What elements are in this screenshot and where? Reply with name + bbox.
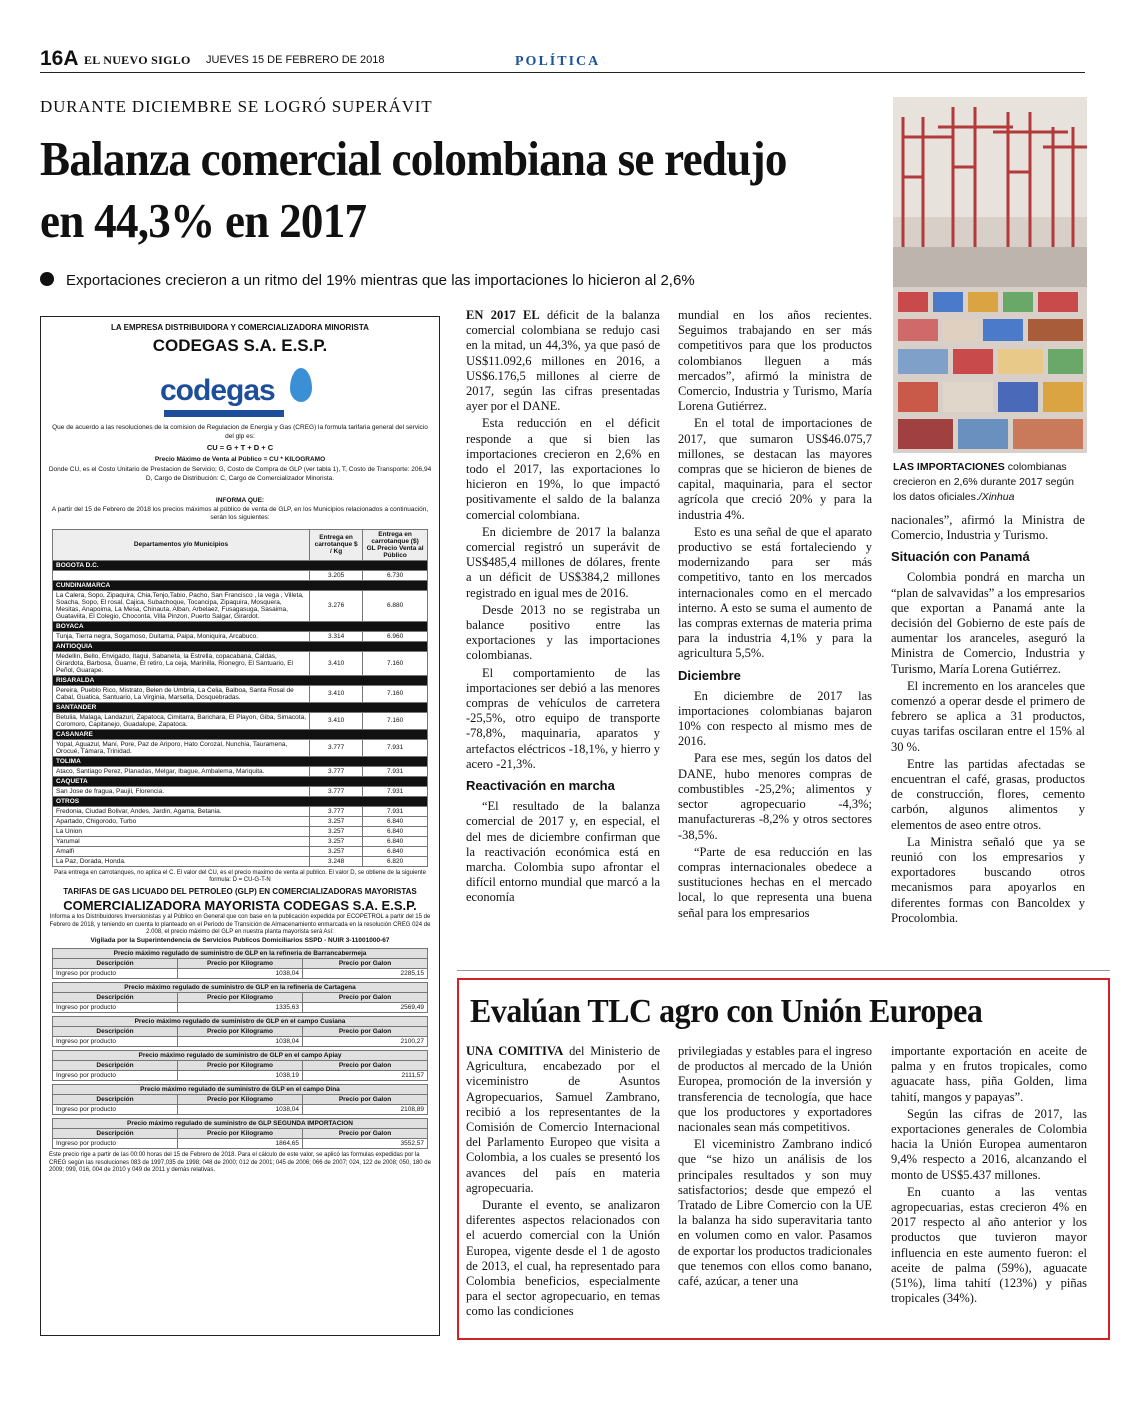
- municipalities-cell: Tunja, Tierra negra, Sogamoso, Duitama, Paipa, Moniquira, Arcabuco.: [53, 631, 310, 641]
- ad-company-name: CODEGAS S.A. E.S.P.: [152, 336, 328, 355]
- price-cell: 3.248: [310, 856, 363, 866]
- subheading: Diciembre: [678, 667, 741, 683]
- gas-table-header-row: [53, 1129, 428, 1139]
- table-row: [53, 739, 428, 756]
- municipalities-cell: Medellin, Bello, Envigado, Itagui, Sabaneta, la Estrella, copacabana, Caldas, Girardota, Barbosa, Guarne, El retiro, La ceja, Marinilla, Rionegro, El Santuario, El Peñol, Guarape.: [53, 651, 310, 675]
- paragraph: [678, 845, 872, 921]
- gas-table-header: Descripción: [53, 1027, 178, 1037]
- paragraph: [678, 1137, 872, 1289]
- department-row: [53, 796, 428, 806]
- price-cell: 6.840: [363, 836, 428, 846]
- table-row: [53, 846, 428, 856]
- caption-bold: LAS IMPORTACIONES: [893, 461, 1005, 473]
- gas-table-header: Precio por Kilogramo: [178, 1095, 303, 1105]
- paragraph-text: Esta reducción en el déficit responde a que si bien las importaciones crecieron en 2,6% en todo el 2017, las exportaciones lo hicieron en 19%, lo que impactó positivamente el saldo de la balanza comercial colombiana.: [466, 416, 660, 522]
- department-name: CASANARE: [53, 729, 428, 739]
- headline: Balanza comercial colombiana se redujo en 44,3% en 2017: [40, 131, 787, 248]
- paragraph: [466, 525, 660, 601]
- gas-table-header: Precio por Galon: [303, 959, 428, 969]
- gas-table-row: [53, 1139, 428, 1149]
- gas-table-title: Precio máximo regulado de suministro de GLP en el campo Dina: [53, 1085, 428, 1095]
- gas-price-table: [52, 1016, 428, 1047]
- gas-table-cell: Ingreso por producto: [53, 1139, 178, 1149]
- price-cell: 3.257: [310, 816, 363, 826]
- paragraph: [678, 525, 872, 662]
- gas-table-header: Precio por Kilogramo: [178, 993, 303, 1003]
- department-name: BOYACA: [53, 621, 428, 631]
- paragraph: [891, 513, 1085, 543]
- table-row: [53, 590, 428, 621]
- department-name: CUNDINAMARCA: [53, 580, 428, 590]
- gas-table-cell: Ingreso por producto: [53, 1105, 178, 1115]
- price-cell: 6.880: [363, 590, 428, 621]
- paragraph-text: En diciembre de 2017 la balanza comercial registró un superávit de US$485,4 millones de dólares, frente a un déficit de US$384,2 millones registrado en igual mes de 2016.: [466, 524, 660, 600]
- gas-table-cell: 1038,04: [178, 1105, 303, 1115]
- section-divider: [457, 970, 1110, 971]
- photo-caption: [893, 460, 1087, 505]
- paragraph-text: mundial en los años recientes. Seguimos trabajando en ser más competitivos para que los productos colombianos lleguen a más mercados”, afirmó la ministra de Comercio, Industria y Turismo, María Lorena Gutiérrez.: [678, 308, 872, 414]
- table-header: Entrega en carrotanque ($) GL Precio Venta al Público: [363, 529, 428, 560]
- gas-table-header: Descripción: [53, 1095, 178, 1105]
- subheadline-text: Exportaciones crecieron a un ritmo del 19% mientras que las importaciones lo hicieron al 2,6%: [66, 272, 695, 289]
- paragraph-text: El comportamiento de las importaciones ser debió a las menores compras de vehículos de carretera -25,5%, otro equipo de transporte -78,8%, maquinaria, aparatos y artefactos eléctricos -18,1%, y hierro y acero -21,3%.: [466, 665, 661, 771]
- paragraph: [678, 1044, 872, 1135]
- municipalities-cell: Apartado, Chigorodo, Turbo: [53, 816, 310, 826]
- municipalities-cell: San Jose de fragua, Paujil, Florencia.: [53, 786, 310, 796]
- price-cell: 6.960: [363, 631, 428, 641]
- price-cell: 3.777: [310, 739, 363, 756]
- municipalities-cell: La Union: [53, 826, 310, 836]
- gas-table-header: Precio por Galon: [303, 993, 428, 1003]
- ad-formula-price: Precio Máximo de Venta al Público = CU * KILOGRAMO: [154, 455, 326, 463]
- paragraph-text: Para ese mes, según los datos del DANE, hubo menores compras de combustibles -25,2%; alimentos y sector agropecuario -4,3%; manufactureras -8,2% y otros sectores -38,5%.: [678, 751, 872, 842]
- department-row: [53, 560, 428, 570]
- table-row: [53, 766, 428, 776]
- gas-table-header: Precio por Galon: [303, 1095, 428, 1105]
- gas-price-table: [52, 982, 428, 1013]
- gas-table-title-row: [53, 1085, 428, 1095]
- ad-informa: INFORMA QUE:: [215, 497, 265, 504]
- kicker: DURANTE DICIEMBRE SE LOGRÓ SUPERÁVIT: [40, 97, 433, 116]
- price-cell: 3.257: [310, 836, 363, 846]
- article-column-1: [466, 308, 660, 908]
- municipalities-cell: Amalfi: [53, 846, 310, 856]
- article-column-2: [678, 308, 872, 923]
- paragraph-text: nacionales”, afirmó la Ministra de Comercio, Industria y Turismo.: [891, 513, 1085, 543]
- department-row: [53, 776, 428, 786]
- gas-table-cell: Ingreso por producto: [53, 969, 178, 979]
- price-cell: 3.314: [310, 631, 363, 641]
- paragraph: [891, 1185, 1087, 1307]
- paragraph: [891, 679, 1085, 755]
- sidebar-column-1: [466, 1044, 660, 1322]
- paragraph: [678, 751, 872, 842]
- municipalities-cell: Ataco, Santiago Perez, Planadas, Melgar, Ibague, Ambalema, Mariquita.: [53, 766, 310, 776]
- page-number: 16A: [40, 47, 79, 70]
- gas-table-header: Descripción: [53, 959, 178, 969]
- gas-table-header-row: [53, 1061, 428, 1071]
- ad-intro2: Informa a los Distribuidores Inversionistas y al Público en General que con base en la publicación expedida por ECOPETROL a partir del 15 de Febrero de 2018, y teniendo en cuenta lo planteado en el Periodo de Transición de Almacenamiento enmarcada en la resolución CREG 024 de 2.008, el precio máximo del GLP en nuestra planta mayorista será Así:: [49, 914, 431, 935]
- ad-intro-line: LA EMPRESA DISTRIBUIDORA Y COMERCIALIZADORA MINORISTA: [111, 323, 369, 332]
- sidebar-headline: Evalúan TLC agro con Unión Europea: [470, 993, 983, 1030]
- price-cell: 7.931: [363, 786, 428, 796]
- gas-table-cell: 1335,63: [178, 1003, 303, 1013]
- gas-table-cell: Ingreso por producto: [53, 1003, 178, 1013]
- article-column-3: [891, 513, 1085, 928]
- codegas-advertisement: [40, 316, 440, 1336]
- gas-price-table: [52, 948, 428, 979]
- department-name: BOGOTA D.C.: [53, 560, 428, 570]
- masthead-divider: [40, 72, 1085, 73]
- paragraph: [466, 603, 660, 664]
- gas-table-header: Descripción: [53, 1129, 178, 1139]
- paragraph-text: importante exportación en aceite de palma y en frutos tropicales, como aguacate hass, piña Golden, lima tahití, mangos y papayas”.: [891, 1044, 1087, 1104]
- price-cell: 7.931: [363, 806, 428, 816]
- department-row: [53, 621, 428, 631]
- municipalities-cell: Fredonia, Ciudad Bolivar, Andes, Jardin, Agama, Betania.: [53, 806, 310, 816]
- paragraph-text: Entre las partidas afectadas se encuentran el café, grasas, productos de construcción, flores, cemento carbón, algunos alimentos y elementos de aseo entre otros.: [891, 756, 1085, 832]
- price-table: [52, 529, 428, 867]
- municipalities-cell: Betulia, Malaga, Landazuri, Zapatoca, Cimitarra, Barichara, El Playon, Giba, Simacota, Coromoro, Capitanejo, Guadalupe, Zapatoca.: [53, 712, 310, 729]
- department-name: TOLIMA: [53, 756, 428, 766]
- price-cell: 6.730: [363, 570, 428, 580]
- caption-text: colombianas crecieron en 2,6% durante 2017 según los datos oficiales.: [893, 461, 1074, 503]
- gas-table-row: [53, 969, 428, 979]
- gas-table-header-row: [53, 959, 428, 969]
- section-name: POLÍTICA: [515, 54, 601, 69]
- gas-table-title: Precio máximo regulado de suministro de GLP SEGUNDA IMPORTACION: [53, 1119, 428, 1129]
- department-row: [53, 675, 428, 685]
- gas-price-table: [52, 1050, 428, 1081]
- port-photo: [893, 97, 1087, 453]
- paragraph-text: Esto es una señal de que el aparato productivo se está fortaleciendo y modernizando para ser más competitivo, tanto en los mercados internacionales como en el mercado interno. A esto se suma el aumento de las compras externas de materia prima para la industria 4,1% y para la agricultura 5,5%.: [678, 524, 872, 661]
- paragraph: [891, 570, 1085, 676]
- gas-table-title: Precio máximo regulado de suministro de GLP en el campo Apiay: [53, 1051, 428, 1061]
- table-row: [53, 631, 428, 641]
- gas-table-cell: 3552,57: [303, 1139, 428, 1149]
- gas-table-header: Precio por Galon: [303, 1061, 428, 1071]
- gas-drop-icon: [290, 368, 312, 402]
- ad-informa-text: A partir del 15 de Febrero de 2018 los precios máximos al público de venta de GLP, en los Municipios relacionados a continuación, serán los siguientes:: [51, 505, 429, 521]
- paragraph: [678, 689, 872, 750]
- gas-table-cell: Ingreso por producto: [53, 1071, 178, 1081]
- gas-table-title-row: [53, 983, 428, 993]
- department-name: CAQUETA: [53, 776, 428, 786]
- municipalities-cell: Pereira, Pueblo Rico, Mistrato, Belen de Umbria, La Celia, Balboa, Santa Rosal de Cabal, Guatica, Santuario, La Virginia, Marsella, Dosquebradas.: [53, 685, 310, 702]
- paragraph: [466, 416, 660, 522]
- ad-footer: Este precio rige a partir de las 00:00 horas del 15 de Febrero de 2018. Para el cálculo de este valor, se aplicó las formulas expedidas por la CREG según las resoluciones 083 de 1997,035 de 1998; 048 de 2000; 012 de 2001; 045 de 2006; 066 de 2007; 024, 122 de 2008; 050, 180 de 2009; 099, 016, 004 de 2010 y 049 de 2011 y demás relativas.: [49, 1152, 431, 1173]
- paragraph-text: Colombia pondrá en marcha un “plan de salvavidas” a los empresarios que exportan a Panamá ante la decisión del Gobierno de este país de aumentar los aranceles, aseguró la Ministra de Comercio, Industria y Turismo, María Lorena Gutiérrez.: [891, 570, 1085, 676]
- price-cell: 7.160: [363, 685, 428, 702]
- table-row: [53, 826, 428, 836]
- paragraph-text: En cuanto a las ventas agropecuarias, estas crecieron 4% en 2017 respecto al año anterior y los productos que tuvieron mayor influencia en este aumento fueron: el aceite de palma (59%), aguacate (51%), lima tahití (123%) y piñas tropicales (34%).: [891, 1184, 1087, 1306]
- paragraph: [891, 1107, 1087, 1183]
- table-row: [53, 786, 428, 796]
- subheading: Reactivación en marcha: [466, 778, 615, 794]
- paragraph-text: Según las cifras de 2017, las exportaciones generales de Colombia hacia la Unión Europea aumentaron 9,4% respecto a 2016, alcanzando el monto de US$5.437 millones.: [891, 1106, 1087, 1182]
- paragraph: [466, 666, 660, 772]
- gas-table-header-row: [53, 993, 428, 1003]
- ad-vigilada: Vigilada por la Superintendencia de Servicios Publicos Domiciliarios SSPD - NUIR 3-11001000-67: [90, 936, 390, 944]
- gas-table-title: Precio máximo regulado de suministro de GLP en la refineria de Barrancabermeja: [53, 949, 428, 959]
- port-cranes-image: [893, 97, 1087, 453]
- ad-title2: TARIFAS DE GAS LICUADO DEL PETROLEO (GLP) EN COMERCIALIZADORAS MAYORISTAS: [63, 886, 417, 896]
- table-header: Entrega en carrotanque $ / Kg: [310, 529, 363, 560]
- department-name: OTROS: [53, 796, 428, 806]
- department-row: [53, 580, 428, 590]
- gas-table-title-row: [53, 1119, 428, 1129]
- gas-table-header: Precio por Kilogramo: [178, 959, 303, 969]
- masthead: [40, 40, 1085, 80]
- gas-table-header-row: [53, 1095, 428, 1105]
- table-row: [53, 685, 428, 702]
- gas-table-cell: 2100,27: [303, 1037, 428, 1047]
- price-cell: 3.777: [310, 806, 363, 816]
- municipalities-cell: Yarumal: [53, 836, 310, 846]
- sidebar-column-3: [891, 1044, 1087, 1308]
- gas-price-table: [52, 1084, 428, 1115]
- ad-note: Para entrega en carrotanques, no aplica el C. El valor del CU, es el precio maximo de venta al publico. El valor D, se obtiene de la siguiente formula: D = CU-G-T-N: [54, 869, 426, 883]
- gas-table-row: [53, 1105, 428, 1115]
- municipalities-cell: La Paz, Dorada, Honda.: [53, 856, 310, 866]
- paragraph: [891, 1044, 1087, 1105]
- paragraph-text: El incremento en los aranceles que comenzó a operar desde el primero de febrero se aplica a 31 productos, cuyas tarifas oscilaran entre el 15% al 30 %.: [891, 678, 1085, 754]
- gas-table-cell: Ingreso por producto: [53, 1037, 178, 1047]
- ad-company2: COMERCIALIZADORA MAYORISTA CODEGAS S.A. E.S.P.: [63, 898, 417, 913]
- gas-table-cell: 1038,04: [178, 1037, 303, 1047]
- gas-table-row: [53, 1037, 428, 1047]
- table-row: [53, 712, 428, 729]
- gas-table-header: Descripción: [53, 993, 178, 1003]
- paragraph: [678, 416, 872, 522]
- price-cell: 7.160: [363, 651, 428, 675]
- gas-price-table: [52, 1118, 428, 1149]
- price-cell: 3.257: [310, 846, 363, 856]
- paragraph-text: El viceministro Zambrano indicó que “se hizo un análisis de los principales resultados y son muy satisfactorios; desde que empezó el Tratado de Libre Comercio con la UE la balanza ha sido superavitaria tanto en volumen como en valor. Pasamos de exportar los productos tradicionales que tenemos con ellos como banano, café, azúcar, a tener una: [678, 1137, 872, 1289]
- paragraph-text: déficit de la balanza comercial colombiana se redujo casi en la mitad, un 44,3%, ya que pasó de US$11.092,6 millones en 2016, a US$6.176,5 millones al cierre de 2017, según las cifras presentadas ayer por el DANE.: [466, 308, 660, 414]
- gas-table-cell: 1864,65: [178, 1139, 303, 1149]
- paragraph: [678, 308, 872, 414]
- table-row: [53, 816, 428, 826]
- paragraph-text: “El resultado de la balanza comercial de 2017 y, en especial, el del mes de diciembre confirman que la reactivación económica está en marcha. Colombia supo afrontar el difícil entorno mundial que marcó a la economía: [466, 799, 660, 905]
- table-row: [53, 570, 428, 580]
- gas-table-header: Precio por Galon: [303, 1027, 428, 1037]
- logo-wordmark: codegas: [160, 374, 275, 407]
- gas-table-title-row: [53, 949, 428, 959]
- gas-table-cell: 2569,49: [303, 1003, 428, 1013]
- paragraph-text: Desde 2013 no se registraba un balance positivo entre las exportaciones y las importaciones colombianas.: [466, 602, 660, 663]
- department-name: SANTANDER: [53, 702, 428, 712]
- gas-table-header: Precio por Kilogramo: [178, 1129, 303, 1139]
- municipalities-cell: La Calera, Sopo, Zipaquira, Chia,Tenjo,Tabio, Pacho, San Francisco , la vega , Villeta, Soacha, Sopo, El rosal, Cajica, Subachoque, Tocancipa, Zipaquira, Mosquera, Mesitas, Anapoima, La Mesa, Chinauta, Alban, Arbelaez, Fusagasuga, Sasaima, Guataviita, El Colegio, Choconta, Villa Pinzon, Puerto Salgar, Girardot.: [53, 590, 310, 621]
- gas-table-cell: 2108,89: [303, 1105, 428, 1115]
- price-cell: 7.931: [363, 766, 428, 776]
- paragraph-text: En diciembre de 2017 las importaciones colombianas bajaron 10% con respecto al mismo mes de 2016.: [678, 688, 872, 749]
- gas-table-title-row: [53, 1051, 428, 1061]
- price-cell: 6.820: [363, 856, 428, 866]
- publication-date: JUEVES 15 DE FEBRERO DE 2018: [206, 54, 385, 66]
- department-name: ANTIOQUIA: [53, 641, 428, 651]
- paragraph-text: privilegiadas y estables para el ingreso de productos al mercado de la Unión Europea, promoción de la inversión y transferencia de tecnología, que hace que los productores y exportadores nacionales sean más competitivos.: [678, 1044, 872, 1135]
- gas-table-row: [53, 1003, 428, 1013]
- paragraph: [466, 1044, 660, 1196]
- paragraph-text: Durante el evento, se analizaron diferentes aspectos relacionados con el acuerdo comercial con la Unión Europea, vigente desde el 1 de agosto de 2013, el cual, ha representado para Colombia beneficios, especialmente para el sector agropecuario, en temas como las condiciones: [466, 1198, 660, 1319]
- gas-price-tables: [41, 948, 439, 1149]
- paragraph: [466, 1198, 660, 1320]
- gas-table-header: Descripción: [53, 1061, 178, 1071]
- price-cell: 6.840: [363, 816, 428, 826]
- paragraph-text: “Parte de esa reducción en las compras internacionales obedece a sustituciones hechas en el mercado local, lo que representa una buena señal para los empresarios: [678, 844, 872, 920]
- gas-table-cell: 1038,04: [178, 969, 303, 979]
- gas-table-header: Precio por Kilogramo: [178, 1027, 303, 1037]
- price-cell: 3.777: [310, 766, 363, 776]
- table-row: [53, 856, 428, 866]
- price-cell: 7.160: [363, 712, 428, 729]
- price-cell: 3.257: [310, 826, 363, 836]
- price-cell: 3.410: [310, 651, 363, 675]
- table-header: Departamentos y/o Municipios: [53, 529, 310, 560]
- paragraph: [466, 799, 660, 905]
- logo-underline: [164, 410, 284, 417]
- gas-table-cell: 2111,57: [303, 1071, 428, 1081]
- department-name: RISARALDA: [53, 675, 428, 685]
- price-cell: 6.840: [363, 846, 428, 856]
- gas-table-row: [53, 1071, 428, 1081]
- ad-formula: CU = G + T + D + C: [206, 443, 274, 452]
- paragraph-text: En el total de importaciones de 2017, que sumaron US$46.075,7 millones, se destacan las mayores compras que se hicieron de bienes de capital, maquinaria, para el sector agrícola que creció 20% y para la industria 4%.: [678, 416, 872, 522]
- table-row: [53, 836, 428, 846]
- gas-table-cell: 2285,15: [303, 969, 428, 979]
- paragraph: [891, 757, 1085, 833]
- price-cell: 3.410: [310, 712, 363, 729]
- gas-table-title-row: [53, 1017, 428, 1027]
- price-cell: 3.205: [310, 570, 363, 580]
- paragraph-text: La Ministra señaló que ya se reunió con los empresarios y exportadores buscando otros mecanismos para apoyarlos en diferentes formas con Bancoldex y Procolombia.: [891, 834, 1085, 925]
- gas-table-header-row: [53, 1027, 428, 1037]
- price-cell: 3.777: [310, 786, 363, 796]
- codegas-logo: [160, 366, 320, 424]
- department-row: [53, 729, 428, 739]
- paragraph: [466, 308, 660, 414]
- lead-in: EN 2017 EL: [466, 308, 540, 322]
- sidebar-column-2: [678, 1044, 872, 1291]
- price-cell: 6.840: [363, 826, 428, 836]
- table-row: [53, 651, 428, 675]
- paragraph-text: del Ministerio de Agricultura, encabezado por el viceministro de Asuntos Agropecuarios, Samuel Zambrano, recibió a los representantes de la Comisión de Comercio Internacional del Parlamento Europeo que visita a Colombia, a los cuales se presentó los avances del país en materia agropecuaria.: [466, 1044, 660, 1195]
- ad-intro: Que de acuerdo a las resoluciones de la comision de Regulacion de Energia y Gas (CREG) la formula tarifaria general del servicio del glp es:: [52, 424, 428, 440]
- department-row: [53, 756, 428, 766]
- ad-definitions: Donde CU, es el Costo Unitario de Prestacion de Servicio; G, Costo de Compra de GLP (ver tabla 1), T, Costo de Transporte: 206,94 D, Cargo de Distribución: C, Cargo de Comercializador Minorista.: [48, 466, 432, 482]
- department-row: [53, 641, 428, 651]
- photo-credit: /Xinhua: [978, 491, 1015, 503]
- paragraph: [891, 835, 1085, 926]
- municipalities-cell: [53, 570, 310, 580]
- price-cell: 3.276: [310, 590, 363, 621]
- newspaper-name: EL NUEVO SIGLO: [84, 53, 191, 67]
- gas-table-cell: 1038,19: [178, 1071, 303, 1081]
- lead-in: UNA COMITIVA: [466, 1044, 564, 1058]
- gas-table-header: Precio por Galon: [303, 1129, 428, 1139]
- price-cell: 3.410: [310, 685, 363, 702]
- price-cell: 7.931: [363, 739, 428, 756]
- bullet-icon: [40, 272, 54, 286]
- table-row: [53, 806, 428, 816]
- subheadline: [40, 272, 880, 289]
- municipalities-cell: Yopal, Aguazul, Maní, Pore, Paz de Ariporo, Hato Corozal, Nunchia, Tauramena, Orocué, Támara, Trinidad.: [53, 739, 310, 756]
- subheading: Situación con Panamá: [891, 549, 1030, 565]
- department-row: [53, 702, 428, 712]
- gas-table-header: Precio por Kilogramo: [178, 1061, 303, 1071]
- gas-table-title: Precio máximo regulado de suministro de GLP en la refineria de Cartagena: [53, 983, 428, 993]
- gas-table-title: Precio máximo regulado de suministro de GLP en el campo Cusiana: [53, 1017, 428, 1027]
